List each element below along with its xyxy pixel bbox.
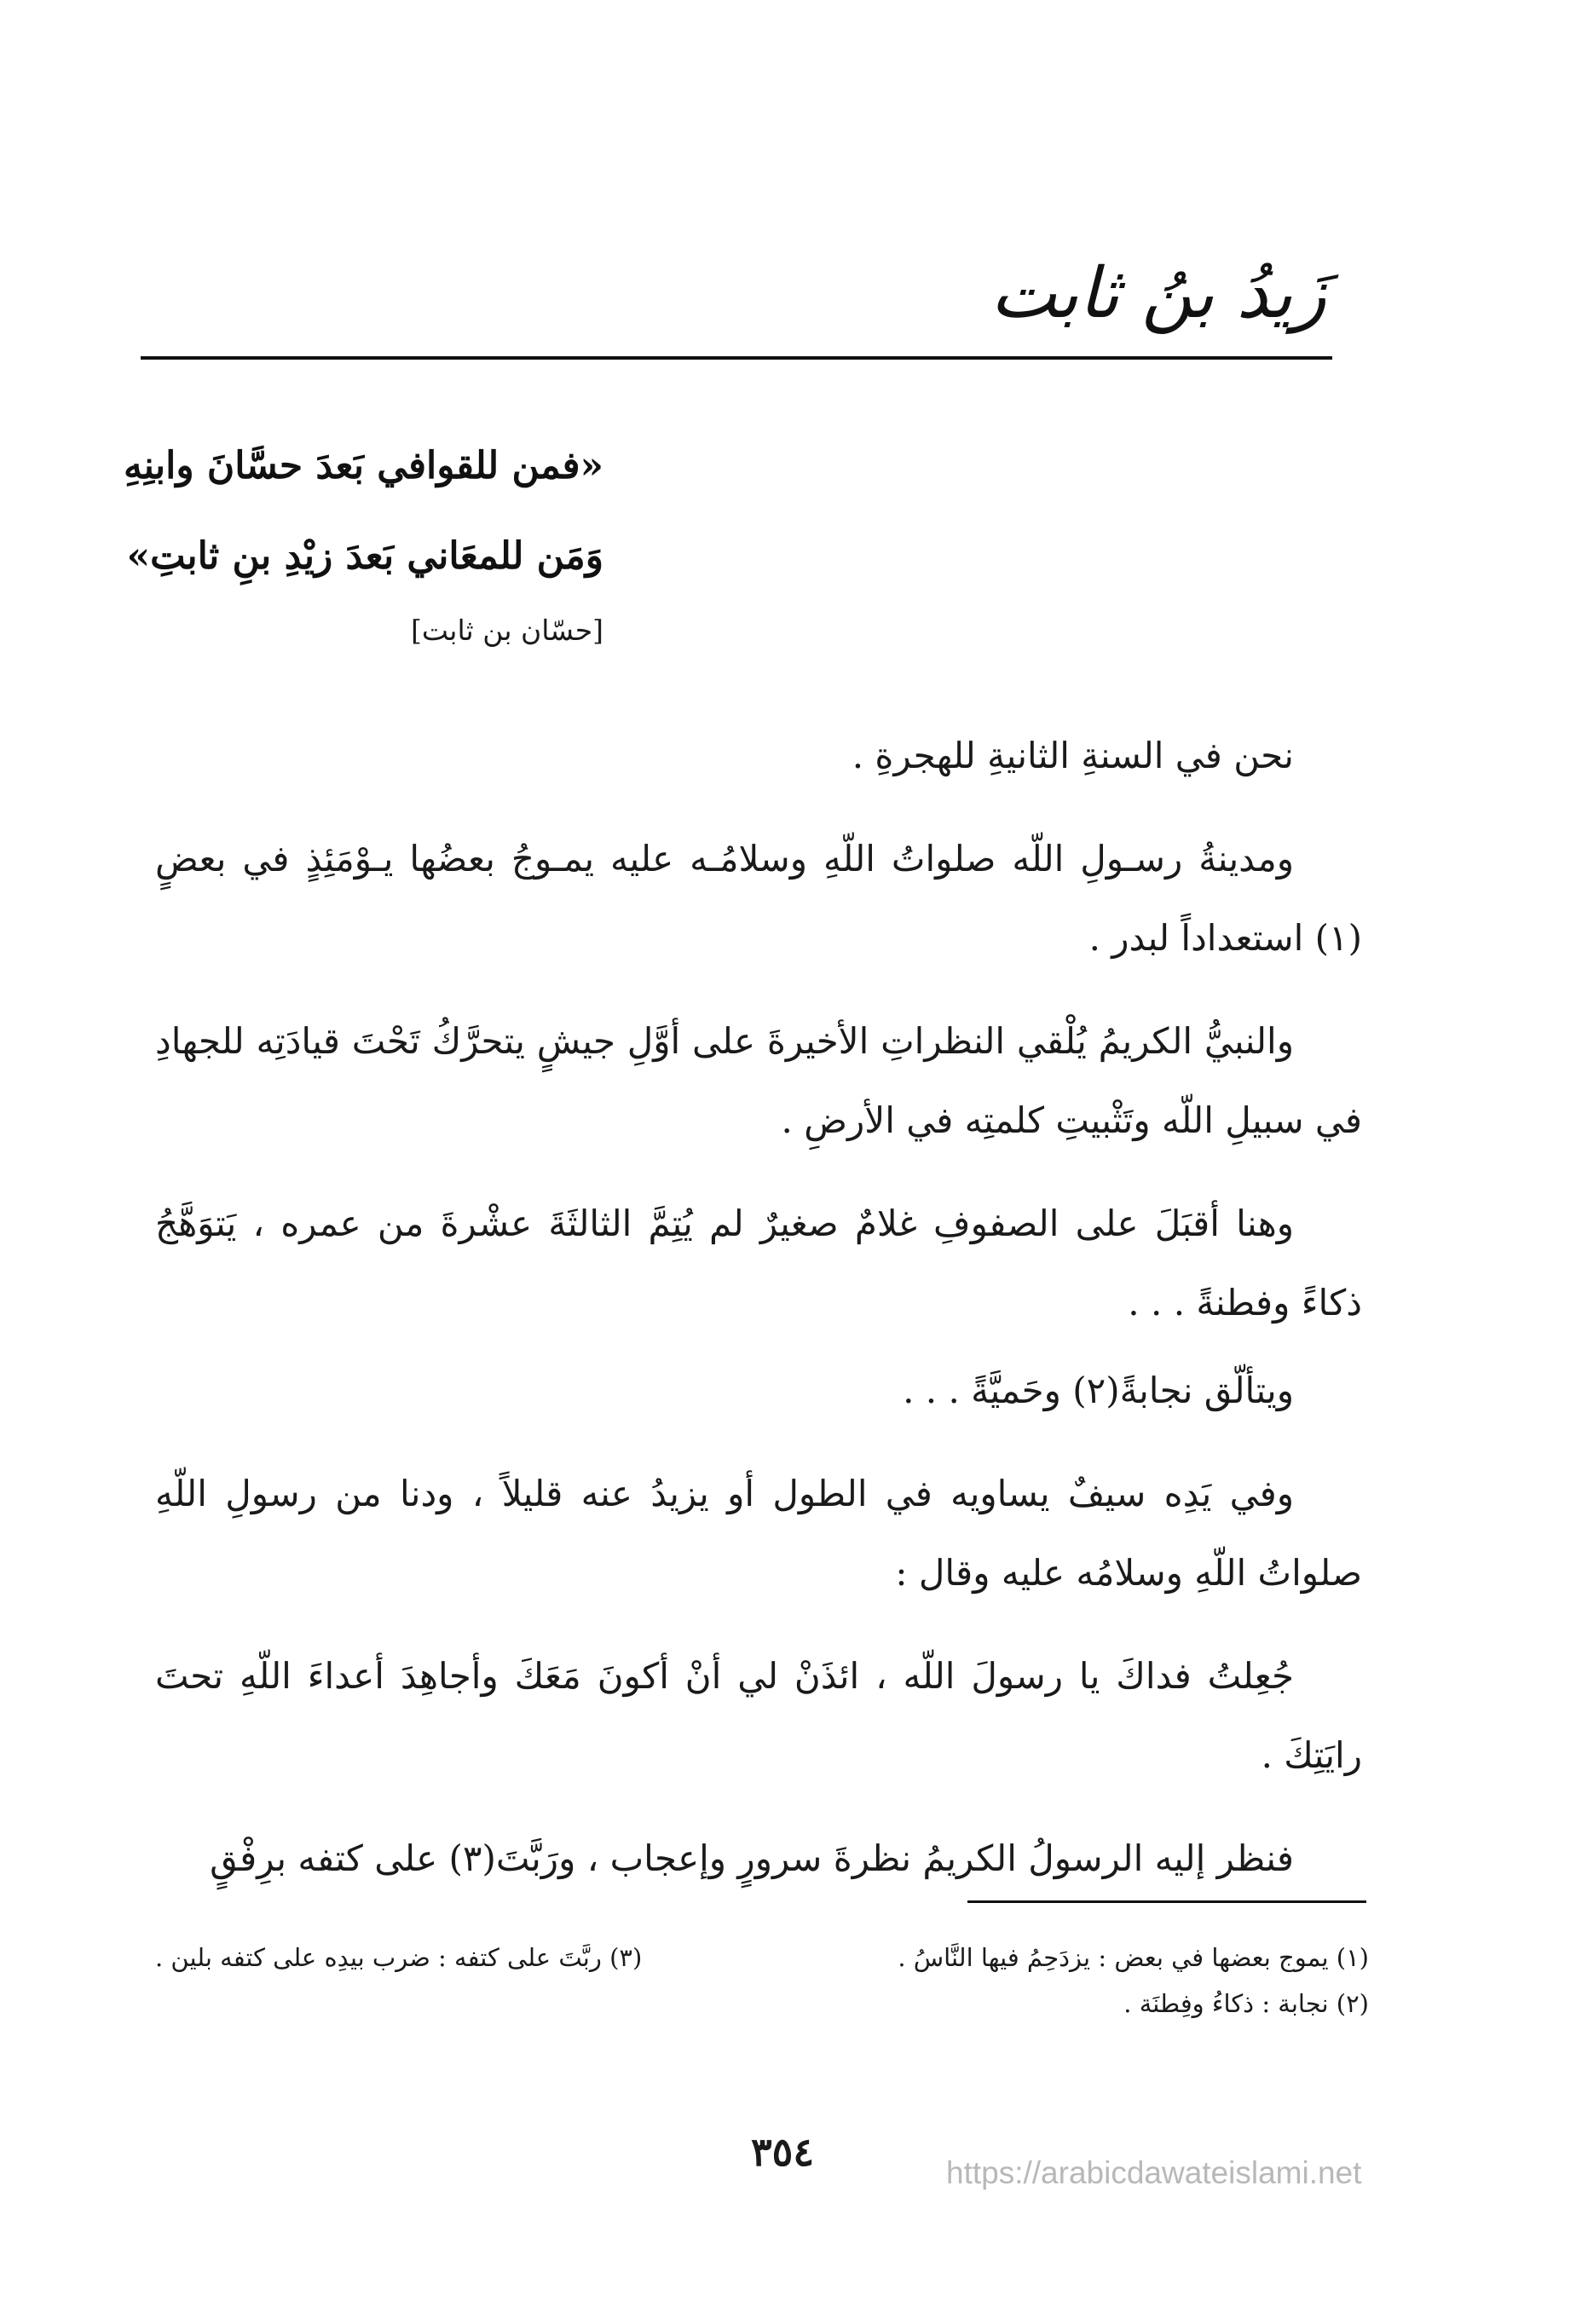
paragraph: ويتألّق نجابةً(٢) وحَميَّةً . . . — [903, 1370, 1294, 1411]
footnote-row — [155, 1935, 1369, 1981]
title-rule — [141, 356, 1332, 360]
footnote-3: (٣) ربَّتَ على كتفه : ضرب بيدِه على كتفه بلين . — [155, 1943, 643, 1972]
paragraph: والنبيُّ الكريمُ يُلْقي النظراتِ الأخيرةَ على أوَّلِ جيشٍ يتحرَّكُ تَحْتَ قيادَتِه للجهادِ في سبيلِ اللّه وتَثْبيتِ كلمتِه في الأرضِ . — [155, 1020, 1362, 1141]
paragraph: جُعِلتُ فداكَ يا رسولَ اللّه ، ائذَنْ لي أنْ أكونَ مَعَكَ وأجاهِدَ أعداءَ اللّهِ تحتَ رايَتِكَ . — [155, 1655, 1362, 1776]
paragraph: نحن في السنةِ الثانيةِ للهجرةِ . — [852, 735, 1294, 776]
footnote-1: (١) يموج بعضها في بعض : يزدَحِمُ فيها النَّاسُ . — [898, 1943, 1369, 1972]
body-text — [155, 716, 1362, 1922]
footnotes — [155, 1935, 1369, 2027]
epigraph-attribution: [حسّان بن ثابت] — [411, 614, 603, 647]
page-number: ٣٥٤ — [750, 2129, 815, 2175]
epigraph-line-2: وَمَن للمعَاني بَعدَ زيْدِ بنِ ثابتِ» — [126, 534, 603, 578]
paragraph: ومدينةُ رسـولِ اللّه صلواتُ اللّهِ وسلامُـه عليه يمـوجُ بعضُها يـوْمَئِذٍ في بعضٍ (١) استعداداً لبدر . — [155, 838, 1362, 959]
chapter-title: زَيدُ بنُ ثابت — [990, 253, 1326, 334]
footnote-2: (٢) نجابة : ذكاءُ وفِطنَة . — [1123, 1989, 1369, 2018]
watermark-url: https://arabicdawateislami.net — [946, 2155, 1362, 2190]
paragraph: وهنا أقبَلَ على الصفوفِ غلامٌ صغيرٌ لم يُتِمَّ الثالثَةَ عشْرةَ من عمره ، يَتوَهَّجُ ذكاءً وفطنةً . . . — [155, 1202, 1362, 1323]
footnote-rule — [967, 1900, 1366, 1903]
paragraph: وفي يَدِه سيفٌ يساويه في الطول أو يزيدُ عنه قليلاً ، ودنا من رسولِ اللّهِ صلواتُ اللّهِ وسلامُه عليه وقال : — [155, 1473, 1362, 1594]
paragraph: فنظر إليه الرسولُ الكريمُ نظرةَ سرورٍ وإعجاب ، ورَبَّتَ(٣) على كتفه برِفْقٍ — [210, 1837, 1294, 1879]
epigraph-line-1: «فمن للقوافي بَعدَ حسَّانَ وابنِهِ — [124, 444, 603, 487]
footnote-row — [155, 1981, 1369, 2027]
